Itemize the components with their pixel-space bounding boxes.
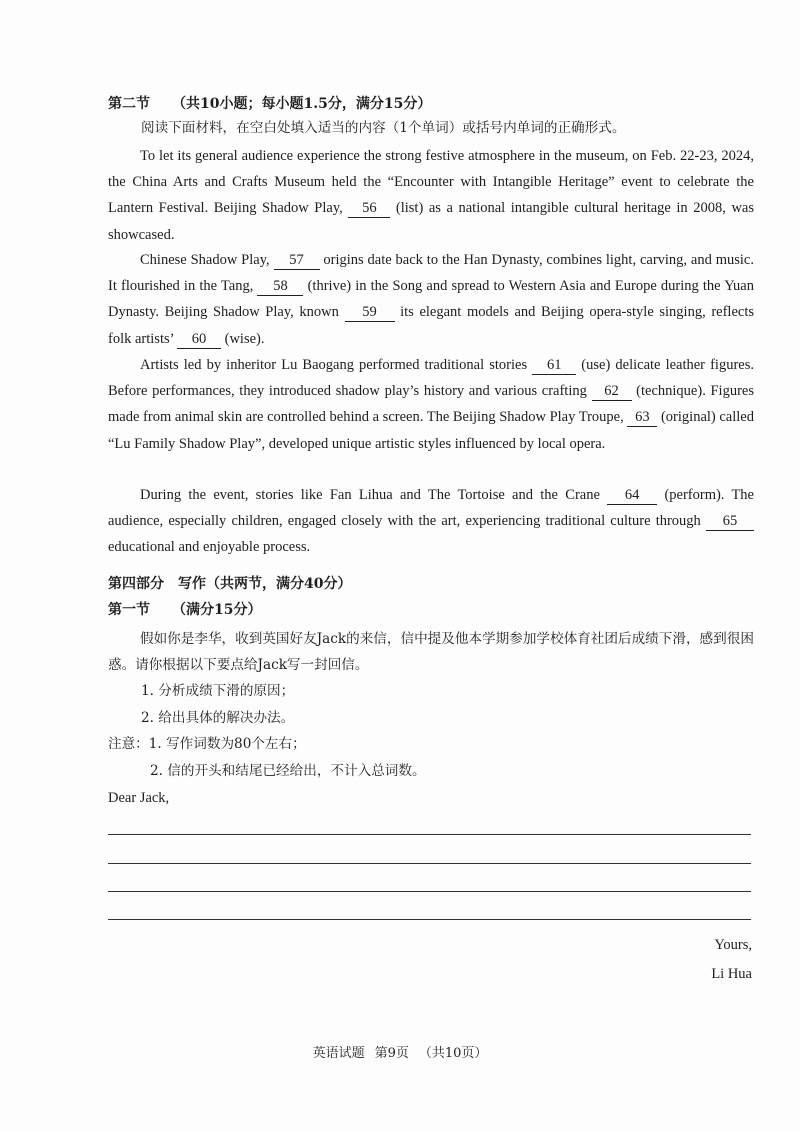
cloze-instruction: 阅读下面材料，在空白处填入适当的内容（1个单词）或括号内单词的正确形式。 xyxy=(141,120,626,136)
writing-line-2[interactable] xyxy=(108,863,751,864)
passage-paragraph-3: Artists led by inheritor Lu Baogang performed traditional stories 61 (use) delicate leather figures. Before performances, they introduced shadow play’s history and various crafting 62 (technique). Figures made from animal skin are controlled behind a screen. The Beijing Shadow Play Troupe, 63 (original) called “Lu Family Shadow Play”, developed unique artistic styles influenced by local opera. xyxy=(108,357,754,452)
writing-section-1-score: （满分15分） xyxy=(172,602,262,618)
letter-signature: Li Hua xyxy=(711,966,752,982)
writing-section-1-heading xyxy=(108,599,261,619)
writing-line-3[interactable] xyxy=(108,891,751,892)
passage-paragraph-4: During the event, stories like Fan Lihua and The Tortoise and the Crane 64 (perform). The audience, especially children, engaged closely with the art, experiencing traditional culture through 65 educational and enjoyable process. xyxy=(108,487,754,556)
writing-prompt: 假如你是李华，收到英国好友Jack的来信，信中提及他本学期参加学校体育社团后成绩下滑，感到很困惑。请你根据以下要点给Jack写一封回信。 xyxy=(108,631,754,673)
section-2-title: 第二节 xyxy=(108,96,150,112)
letter-greeting: Dear Jack, xyxy=(108,790,170,806)
blank-63[interactable]: 63 xyxy=(627,408,657,427)
writing-point-1: 1. 分析成绩下滑的原因； xyxy=(141,683,295,699)
blank-61[interactable]: 61 xyxy=(532,356,576,375)
writing-note-1: 注意：1. 写作词数为80个左右； xyxy=(108,736,306,752)
blank-57[interactable]: 57 xyxy=(274,251,320,270)
section-2-scoring-note: （共10小题；每小题1.5分，满分15分） xyxy=(172,96,432,112)
writing-section-1-title: 第一节 xyxy=(108,602,150,618)
blank-60[interactable]: 60 xyxy=(177,330,221,349)
passage-paragraph-1: To let its general audience experience the strong festive atmosphere in the museum, on Feb. 22-23, 2024, the China Arts and Crafts Museum held the “Encounter with Intangible Heritage” event to celebrate the Lantern Festival. Beijing Shadow Play, 56 (list) as a national intangible cultural heritage in 2008, was showcased. xyxy=(108,148,754,243)
blank-65[interactable]: 65 xyxy=(706,512,754,531)
footer-subject: 英语试题 xyxy=(312,1046,365,1061)
writing-point-2: 2. 给出具体的解决办法。 xyxy=(141,710,295,726)
footer-page-number: 第9页 xyxy=(374,1046,409,1061)
blank-62[interactable]: 62 xyxy=(592,382,632,401)
writing-line-1[interactable] xyxy=(108,834,751,835)
part-4-heading: 第四部分 写作（共两节，满分40分） xyxy=(108,576,352,592)
blank-59[interactable]: 59 xyxy=(345,303,395,322)
footer-total-pages: （共10页） xyxy=(418,1046,488,1061)
section-2-heading xyxy=(108,93,431,113)
letter-closing: Yours, xyxy=(714,937,752,953)
blank-64[interactable]: 64 xyxy=(607,486,657,505)
blank-58[interactable]: 58 xyxy=(257,277,303,296)
blank-56[interactable]: 56 xyxy=(348,199,390,218)
writing-note-2: 2. 信的开头和结尾已经给出，不计入总词数。 xyxy=(150,763,426,779)
passage-paragraph-2: Chinese Shadow Play, 57 origins date back to the Han Dynasty, combines light, carving, and music. It flourished in the Tang, 58 (thrive) in the Song and spread to Western Asia and Europe during the Yuan Dynasty. Beijing Shadow Play, known 59 its elegant models and Beijing opera-style singing, reflects folk artists’ 60 (wise). xyxy=(108,252,754,347)
writing-line-4[interactable] xyxy=(108,919,751,920)
page-footer xyxy=(0,1042,800,1061)
